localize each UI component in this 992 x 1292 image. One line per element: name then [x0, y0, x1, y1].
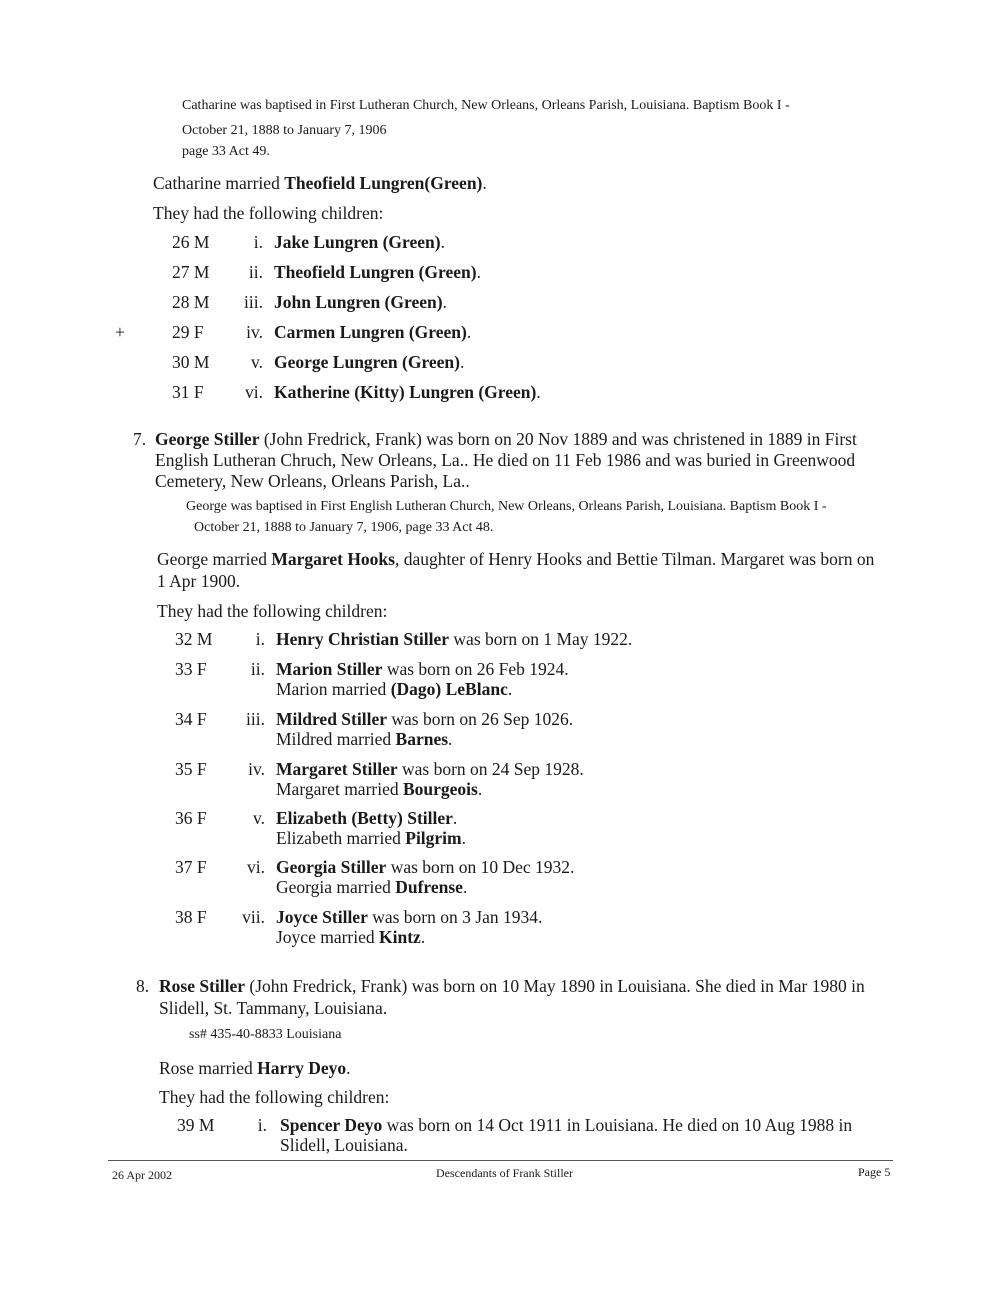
entry-line2: English Lutheran Chruch, New Orleans, La.. He died on 11 Feb 1986 and was buried in Greenwood: [155, 450, 856, 470]
child-roman: i.: [253, 232, 263, 252]
child-name: Carmen Lungren (Green): [274, 322, 467, 342]
list-item: 26 M i. Jake Lungren (Green).: [172, 232, 445, 252]
child-number: 30 M: [172, 352, 210, 372]
marriage-line2: 1 Apr 1900.: [157, 571, 241, 591]
child-name: Margaret Stiller: [276, 759, 398, 779]
person-name: Rose Stiller: [159, 976, 246, 996]
baptism-note-line3: page 33 Act 49.: [182, 144, 270, 159]
list-item: 36 F v. Elizabeth (Betty) Stiller. Elizabeth married Pilgrim.: [175, 808, 466, 848]
spouse-name: Harry Deyo: [257, 1058, 347, 1078]
entry-number: 8.: [136, 976, 150, 996]
child-number: 33 F: [175, 659, 207, 679]
list-item: 35 F iv. Margaret Stiller was born on 24 Sep 1928. Margaret married Bourgeois.: [175, 759, 584, 799]
child-roman: vii.: [242, 907, 265, 927]
child-name: Jake Lungren (Green): [274, 232, 441, 252]
list-item: 27 M ii. Theofield Lungren (Green).: [172, 262, 481, 282]
footer-page: Page 5: [858, 1165, 891, 1179]
list-item: 38 F vii. Joyce Stiller was born on 3 Jan 1934. Joyce married Kintz.: [175, 907, 543, 947]
spouse-name: Theofield Lungren(Green): [284, 173, 483, 193]
marriage-line: George married Margaret Hooks, daughter of Henry Hooks and Bettie Tilman. Margaret was born on: [157, 549, 875, 569]
entry-line1: Rose Stiller (John Fredrick, Frank) was born on 10 May 1890 in Louisiana. She died in Mar 1980 in: [159, 976, 865, 996]
child-number: 37 F: [175, 857, 207, 877]
footer-rule: [108, 1160, 893, 1161]
child-roman: i.: [257, 1115, 267, 1135]
child-number: 28 M: [172, 292, 210, 312]
child-roman: iii.: [244, 292, 263, 312]
child-roman: iii.: [246, 709, 265, 729]
child-marriage: Elizabeth married Pilgrim.: [276, 828, 466, 848]
child-number: 32 M: [175, 629, 213, 649]
marriage-line: Catharine married Theofield Lungren(Green).: [153, 173, 487, 193]
list-item: 34 F iii. Mildred Stiller was born on 26 Sep 1026. Mildred married Barnes.: [175, 709, 574, 749]
child-number: 29 F: [172, 322, 204, 342]
child-name: Henry Christian Stiller: [276, 629, 450, 649]
baptism-note-line2: October 21, 1888 to January 7, 1906, page 33 Act 48.: [194, 520, 494, 535]
child-roman: iv.: [246, 322, 263, 342]
list-item: 33 F ii. Marion Stiller was born on 26 Feb 1924. Marion married (Dago) LeBlanc.: [175, 659, 569, 699]
children-intro: They had the following children:: [159, 1087, 390, 1107]
entry-line2: Slidell, St. Tammany, Louisiana.: [159, 998, 388, 1018]
footer-title: Descendants of Frank Stiller: [436, 1166, 573, 1180]
child-name: John Lungren (Green): [274, 292, 443, 312]
list-item: 32 M i. Henry Christian Stiller was born on 1 May 1922.: [175, 629, 633, 649]
child-roman: i.: [255, 629, 265, 649]
child-number: 38 F: [175, 907, 207, 927]
child-number: 27 M: [172, 262, 210, 282]
child-roman: v.: [251, 352, 263, 372]
child-number: 34 F: [175, 709, 207, 729]
child-line2: Slidell, Louisiana.: [280, 1135, 408, 1155]
child-roman: v.: [253, 808, 265, 828]
child-roman: ii.: [250, 659, 265, 679]
baptism-note-line1: George was baptised in First English Lutheran Church, New Orleans, Orleans Parish, Louisiana. Baptism Book I -: [186, 499, 827, 514]
child-name: Mildred Stiller: [276, 709, 387, 729]
child-marriage: Georgia married Dufrense.: [276, 877, 468, 897]
list-item: + 29 F iv. Carmen Lungren (Green).: [115, 322, 472, 342]
entry-line3: Cemetery, New Orleans, Orleans Parish, La..: [155, 471, 470, 491]
child-number: 26 M: [172, 232, 210, 252]
child-number: 35 F: [175, 759, 207, 779]
child-roman: ii.: [248, 262, 263, 282]
list-item: 30 M v. George Lungren (Green).: [172, 352, 465, 372]
child-roman: vi.: [245, 382, 263, 402]
child-marriage: Margaret married Bourgeois.: [276, 779, 483, 799]
child-name: George Lungren (Green): [274, 352, 460, 372]
child-marriage: Marion married (Dago) LeBlanc.: [276, 679, 513, 699]
child-roman: vi.: [247, 857, 265, 877]
child-name: Joyce Stiller: [276, 907, 368, 927]
footer-date: 26 Apr 2002: [112, 1168, 172, 1182]
list-item: 37 F vi. Georgia Stiller was born on 10 Dec 1932. Georgia married Dufrense.: [175, 857, 575, 897]
child-number: 39 M: [177, 1115, 215, 1135]
child-roman: iv.: [248, 759, 265, 779]
child-name: Georgia Stiller: [276, 857, 387, 877]
child-name: Katherine (Kitty) Lungren (Green): [274, 382, 537, 402]
child-marriage: Joyce married Kintz.: [276, 927, 426, 947]
list-item: 31 F vi. Katherine (Kitty) Lungren (Green).: [172, 382, 541, 402]
child-name: Marion Stiller: [276, 659, 383, 679]
child-name: Spencer Deyo: [280, 1115, 383, 1135]
ss-note: ss# 435-40-8833 Louisiana: [189, 1027, 342, 1042]
spouse-name: Margaret Hooks: [271, 549, 395, 569]
baptism-note-line1: Catharine was baptised in First Lutheran Church, New Orleans, Orleans Parish, Louisiana. Baptism Book I -: [182, 98, 790, 113]
child-number: 31 F: [172, 382, 204, 402]
baptism-note-line2: October 21, 1888 to January 7, 1906: [182, 123, 387, 138]
marriage-line: Rose married Harry Deyo.: [159, 1058, 351, 1078]
child-name: Theofield Lungren (Green): [274, 262, 477, 282]
children-intro: They had the following children:: [153, 203, 384, 223]
list-item: 39 M i. Spencer Deyo was born on 14 Oct 1911 in Louisiana. He died on 10 Aug 1988 in Slidell, Louisiana.: [177, 1115, 853, 1155]
child-marriage: Mildred married Barnes.: [276, 729, 453, 749]
entry-number: 7.: [133, 429, 147, 449]
person-name: George Stiller: [155, 429, 260, 449]
child-number: 36 F: [175, 808, 207, 828]
list-item: 28 M iii. John Lungren (Green).: [172, 292, 447, 312]
child-name: Elizabeth (Betty) Stiller: [276, 808, 453, 828]
entry-line1: George Stiller (John Fredrick, Frank) was born on 20 Nov 1889 and was christened in 1889 in First: [155, 429, 857, 449]
children-intro: They had the following children:: [157, 601, 388, 621]
descendant-marker: +: [115, 322, 125, 342]
